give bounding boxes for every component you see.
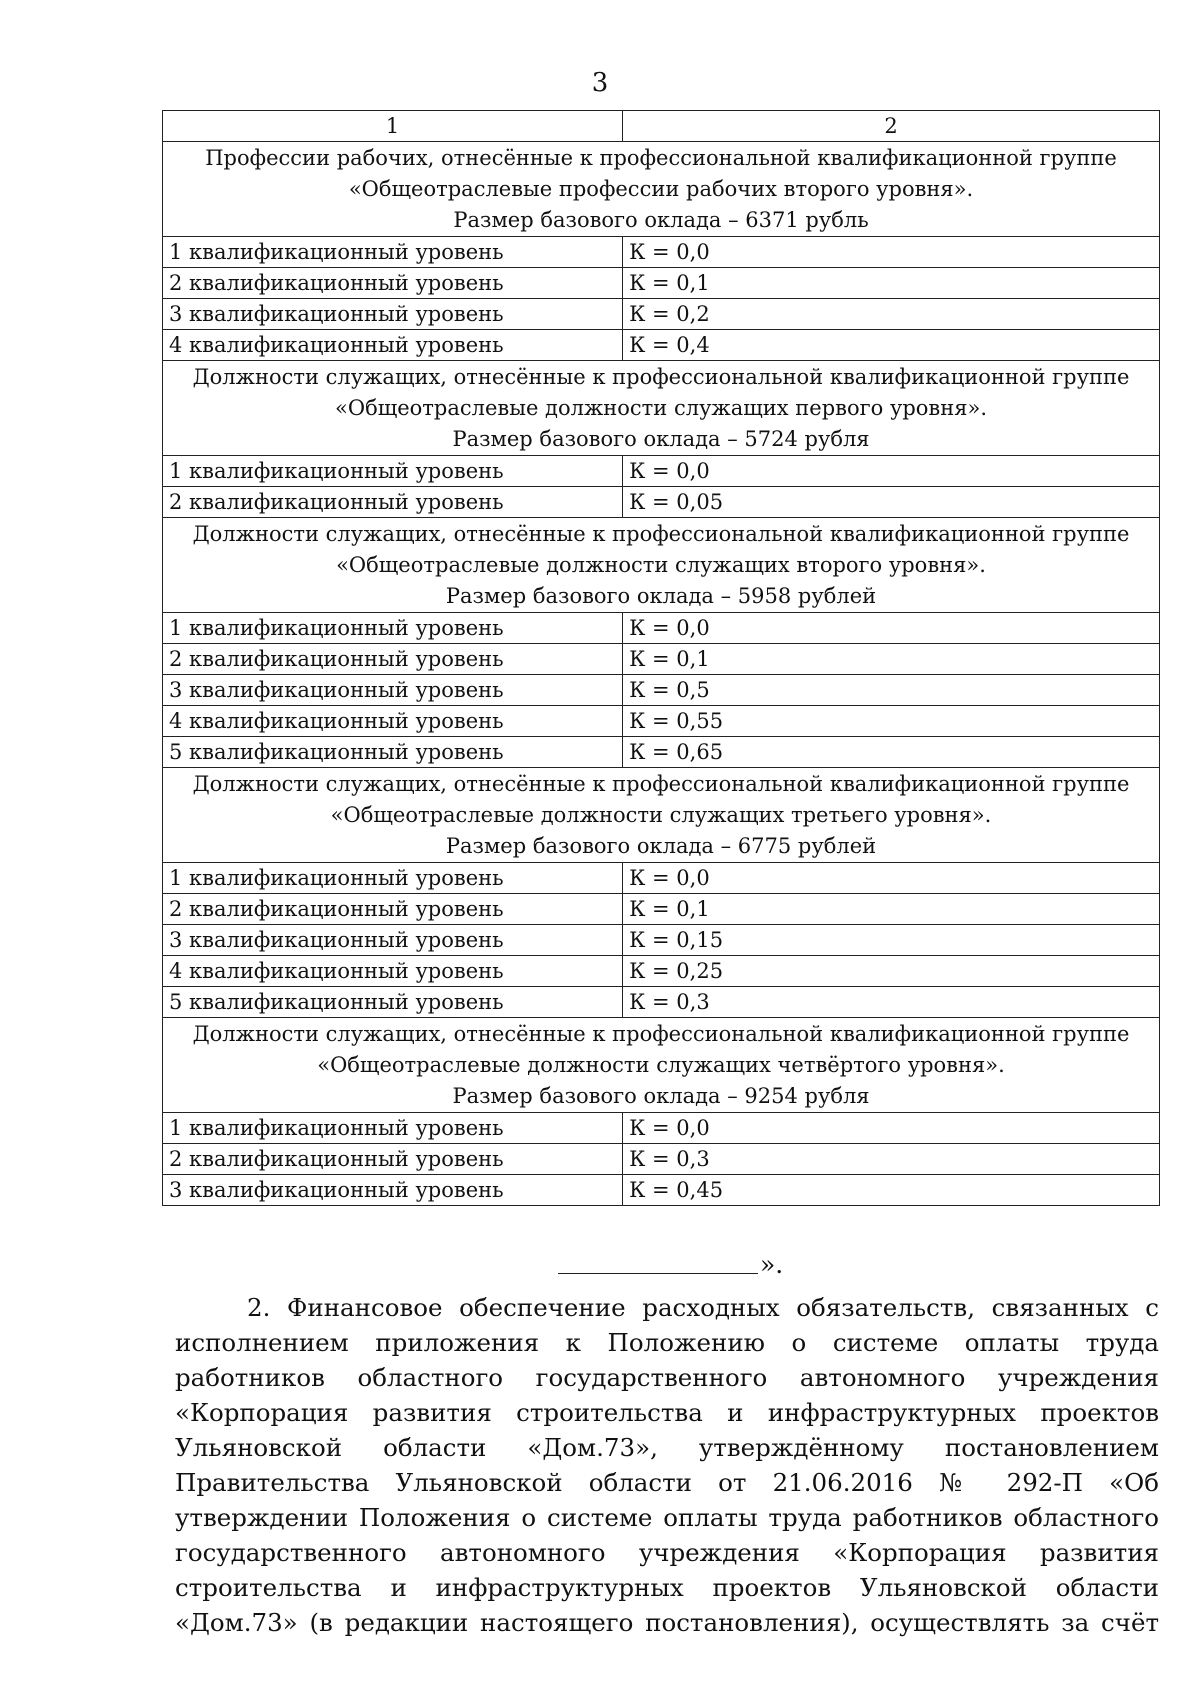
table-row bbox=[163, 487, 1160, 518]
group-title-line-3: Размер базового оклада – 5958 рублей bbox=[445, 584, 877, 608]
coefficient-value: К = 0,2 bbox=[623, 299, 1160, 330]
qualification-level: 2 квалификационный уровень bbox=[163, 644, 623, 675]
group-title-line-1: Должности служащих, отнесённые к профессиональной квалификационной группе bbox=[192, 365, 1130, 389]
coefficient-value: К = 0,0 bbox=[623, 613, 1160, 644]
table-row bbox=[163, 987, 1160, 1018]
group-title-line-1: Должности служащих, отнесённые к профессиональной квалификационной группе bbox=[192, 772, 1130, 796]
coefficient-value: К = 0,0 bbox=[623, 237, 1160, 268]
table-row bbox=[163, 894, 1160, 925]
table-row bbox=[163, 956, 1160, 987]
table-header-row bbox=[163, 111, 1160, 142]
coefficient-value: К = 0,05 bbox=[623, 487, 1160, 518]
table-row bbox=[163, 330, 1160, 361]
group-title-line-1: Должности служащих, отнесённые к профессиональной квалификационной группе bbox=[192, 522, 1130, 546]
group-title bbox=[163, 518, 1160, 613]
group-title bbox=[163, 361, 1160, 456]
group-title-line-3: Размер базового оклада – 6371 рубль bbox=[453, 208, 869, 232]
group-header-row bbox=[163, 768, 1160, 863]
coefficient-value: К = 0,3 bbox=[623, 987, 1160, 1018]
qualification-level: 1 квалификационный уровень bbox=[163, 456, 623, 487]
group-title-line-3: Размер базового оклада – 6775 рублей bbox=[445, 834, 877, 858]
qualification-level: 5 квалификационный уровень bbox=[163, 987, 623, 1018]
group-title-line-2: «Общеотраслевые профессии рабочих второго уровня». bbox=[348, 177, 974, 201]
signature-divider-line bbox=[558, 1273, 758, 1274]
coefficient-value: К = 0,1 bbox=[623, 644, 1160, 675]
coefficient-value: К = 0,55 bbox=[623, 706, 1160, 737]
group-title bbox=[163, 142, 1160, 237]
qualification-level: 1 квалификационный уровень bbox=[163, 237, 623, 268]
coefficient-value: К = 0,1 bbox=[623, 268, 1160, 299]
table-body bbox=[163, 111, 1160, 1206]
group-header-row bbox=[163, 361, 1160, 456]
table-row bbox=[163, 1144, 1160, 1175]
group-header-row bbox=[163, 1018, 1160, 1113]
group-title-line-2: «Общеотраслевые должности служащих второго уровня». bbox=[336, 553, 986, 577]
qualification-level: 3 квалификационный уровень bbox=[163, 1175, 623, 1206]
page-number: 3 bbox=[591, 68, 609, 98]
table-row bbox=[163, 1175, 1160, 1206]
qualification-level: 2 квалификационный уровень bbox=[163, 1144, 623, 1175]
table-row bbox=[163, 925, 1160, 956]
qualification-level: 1 квалификационный уровень bbox=[163, 1113, 623, 1144]
closing-quote: ». bbox=[760, 1250, 784, 1279]
table-row bbox=[163, 737, 1160, 768]
qualification-level: 3 квалификационный уровень bbox=[163, 925, 623, 956]
table-row bbox=[163, 613, 1160, 644]
table-row bbox=[163, 456, 1160, 487]
qualification-level: 3 квалификационный уровень bbox=[163, 299, 623, 330]
table-row bbox=[163, 706, 1160, 737]
coefficient-value: К = 0,0 bbox=[623, 863, 1160, 894]
qualification-level: 2 квалификационный уровень bbox=[163, 487, 623, 518]
qualification-level: 4 квалификационный уровень bbox=[163, 706, 623, 737]
qualification-level: 2 квалификационный уровень bbox=[163, 268, 623, 299]
column-1-header: 1 bbox=[163, 111, 623, 142]
group-title-line-2: «Общеотраслевые должности служащих третьего уровня». bbox=[330, 803, 992, 827]
qualification-level: 2 квалификационный уровень bbox=[163, 894, 623, 925]
coefficient-value: К = 0,65 bbox=[623, 737, 1160, 768]
column-2-header: 2 bbox=[623, 111, 1160, 142]
table-row bbox=[163, 237, 1160, 268]
coefficient-value: К = 0,15 bbox=[623, 925, 1160, 956]
group-title-line-1: Должности служащих, отнесённые к профессиональной квалификационной группе bbox=[192, 1022, 1130, 1046]
coefficient-value: К = 0,0 bbox=[623, 456, 1160, 487]
group-header-row bbox=[163, 142, 1160, 237]
qualification-level: 1 квалификационный уровень bbox=[163, 613, 623, 644]
table-row bbox=[163, 644, 1160, 675]
table-row bbox=[163, 299, 1160, 330]
coefficient-value: К = 0,5 bbox=[623, 675, 1160, 706]
group-title-line-2: «Общеотраслевые должности служащих четвёртого уровня». bbox=[317, 1053, 1005, 1077]
financing-paragraph: 2. Финансовое обеспечение расходных обязательств, связанных с исполнением приложения к Положению о системе оплаты труда работников областного государственного автономного учреждения «Корпорация развития строительства и инфраструктурных проектов Ульяновской области «Дом.73», утверждённому постановлением Правительства Ульяновской области от 21.06.2016 № 292-П «Об утверждении Положения о системе оплаты труда работников областного государственного автономного учреждения «Корпорация развития строительства и инфраструктурных проектов Ульяновской области «Дом.73» (в редакции настоящего постановления), осуществлять за счёт bbox=[175, 1293, 1159, 1637]
group-header-row bbox=[163, 518, 1160, 613]
table-row bbox=[163, 675, 1160, 706]
coefficient-value: К = 0,45 bbox=[623, 1175, 1160, 1206]
coefficient-value: К = 0,1 bbox=[623, 894, 1160, 925]
group-title-line-3: Размер базового оклада – 5724 рубля bbox=[452, 427, 870, 451]
coefficient-value: К = 0,25 bbox=[623, 956, 1160, 987]
group-title bbox=[163, 1018, 1160, 1113]
qualification-table bbox=[162, 110, 1160, 1206]
qualification-level: 5 квалификационный уровень bbox=[163, 737, 623, 768]
qualification-level: 4 квалификационный уровень bbox=[163, 956, 623, 987]
qualification-level: 4 квалификационный уровень bbox=[163, 330, 623, 361]
qualification-level: 1 квалификационный уровень bbox=[163, 863, 623, 894]
qualification-level: 3 квалификационный уровень bbox=[163, 675, 623, 706]
table-row bbox=[163, 1113, 1160, 1144]
coefficient-value: К = 0,4 bbox=[623, 330, 1160, 361]
table-row bbox=[163, 863, 1160, 894]
coefficient-value: К = 0,0 bbox=[623, 1113, 1160, 1144]
group-title-line-2: «Общеотраслевые должности служащих первого уровня». bbox=[335, 396, 987, 420]
table-row bbox=[163, 268, 1160, 299]
group-title-line-1: Профессии рабочих, отнесённые к профессиональной квалификационной группе bbox=[205, 146, 1117, 170]
coefficient-value: К = 0,3 bbox=[623, 1144, 1160, 1175]
group-title bbox=[163, 768, 1160, 863]
group-title-line-3: Размер базового оклада – 9254 рубля bbox=[452, 1084, 870, 1108]
